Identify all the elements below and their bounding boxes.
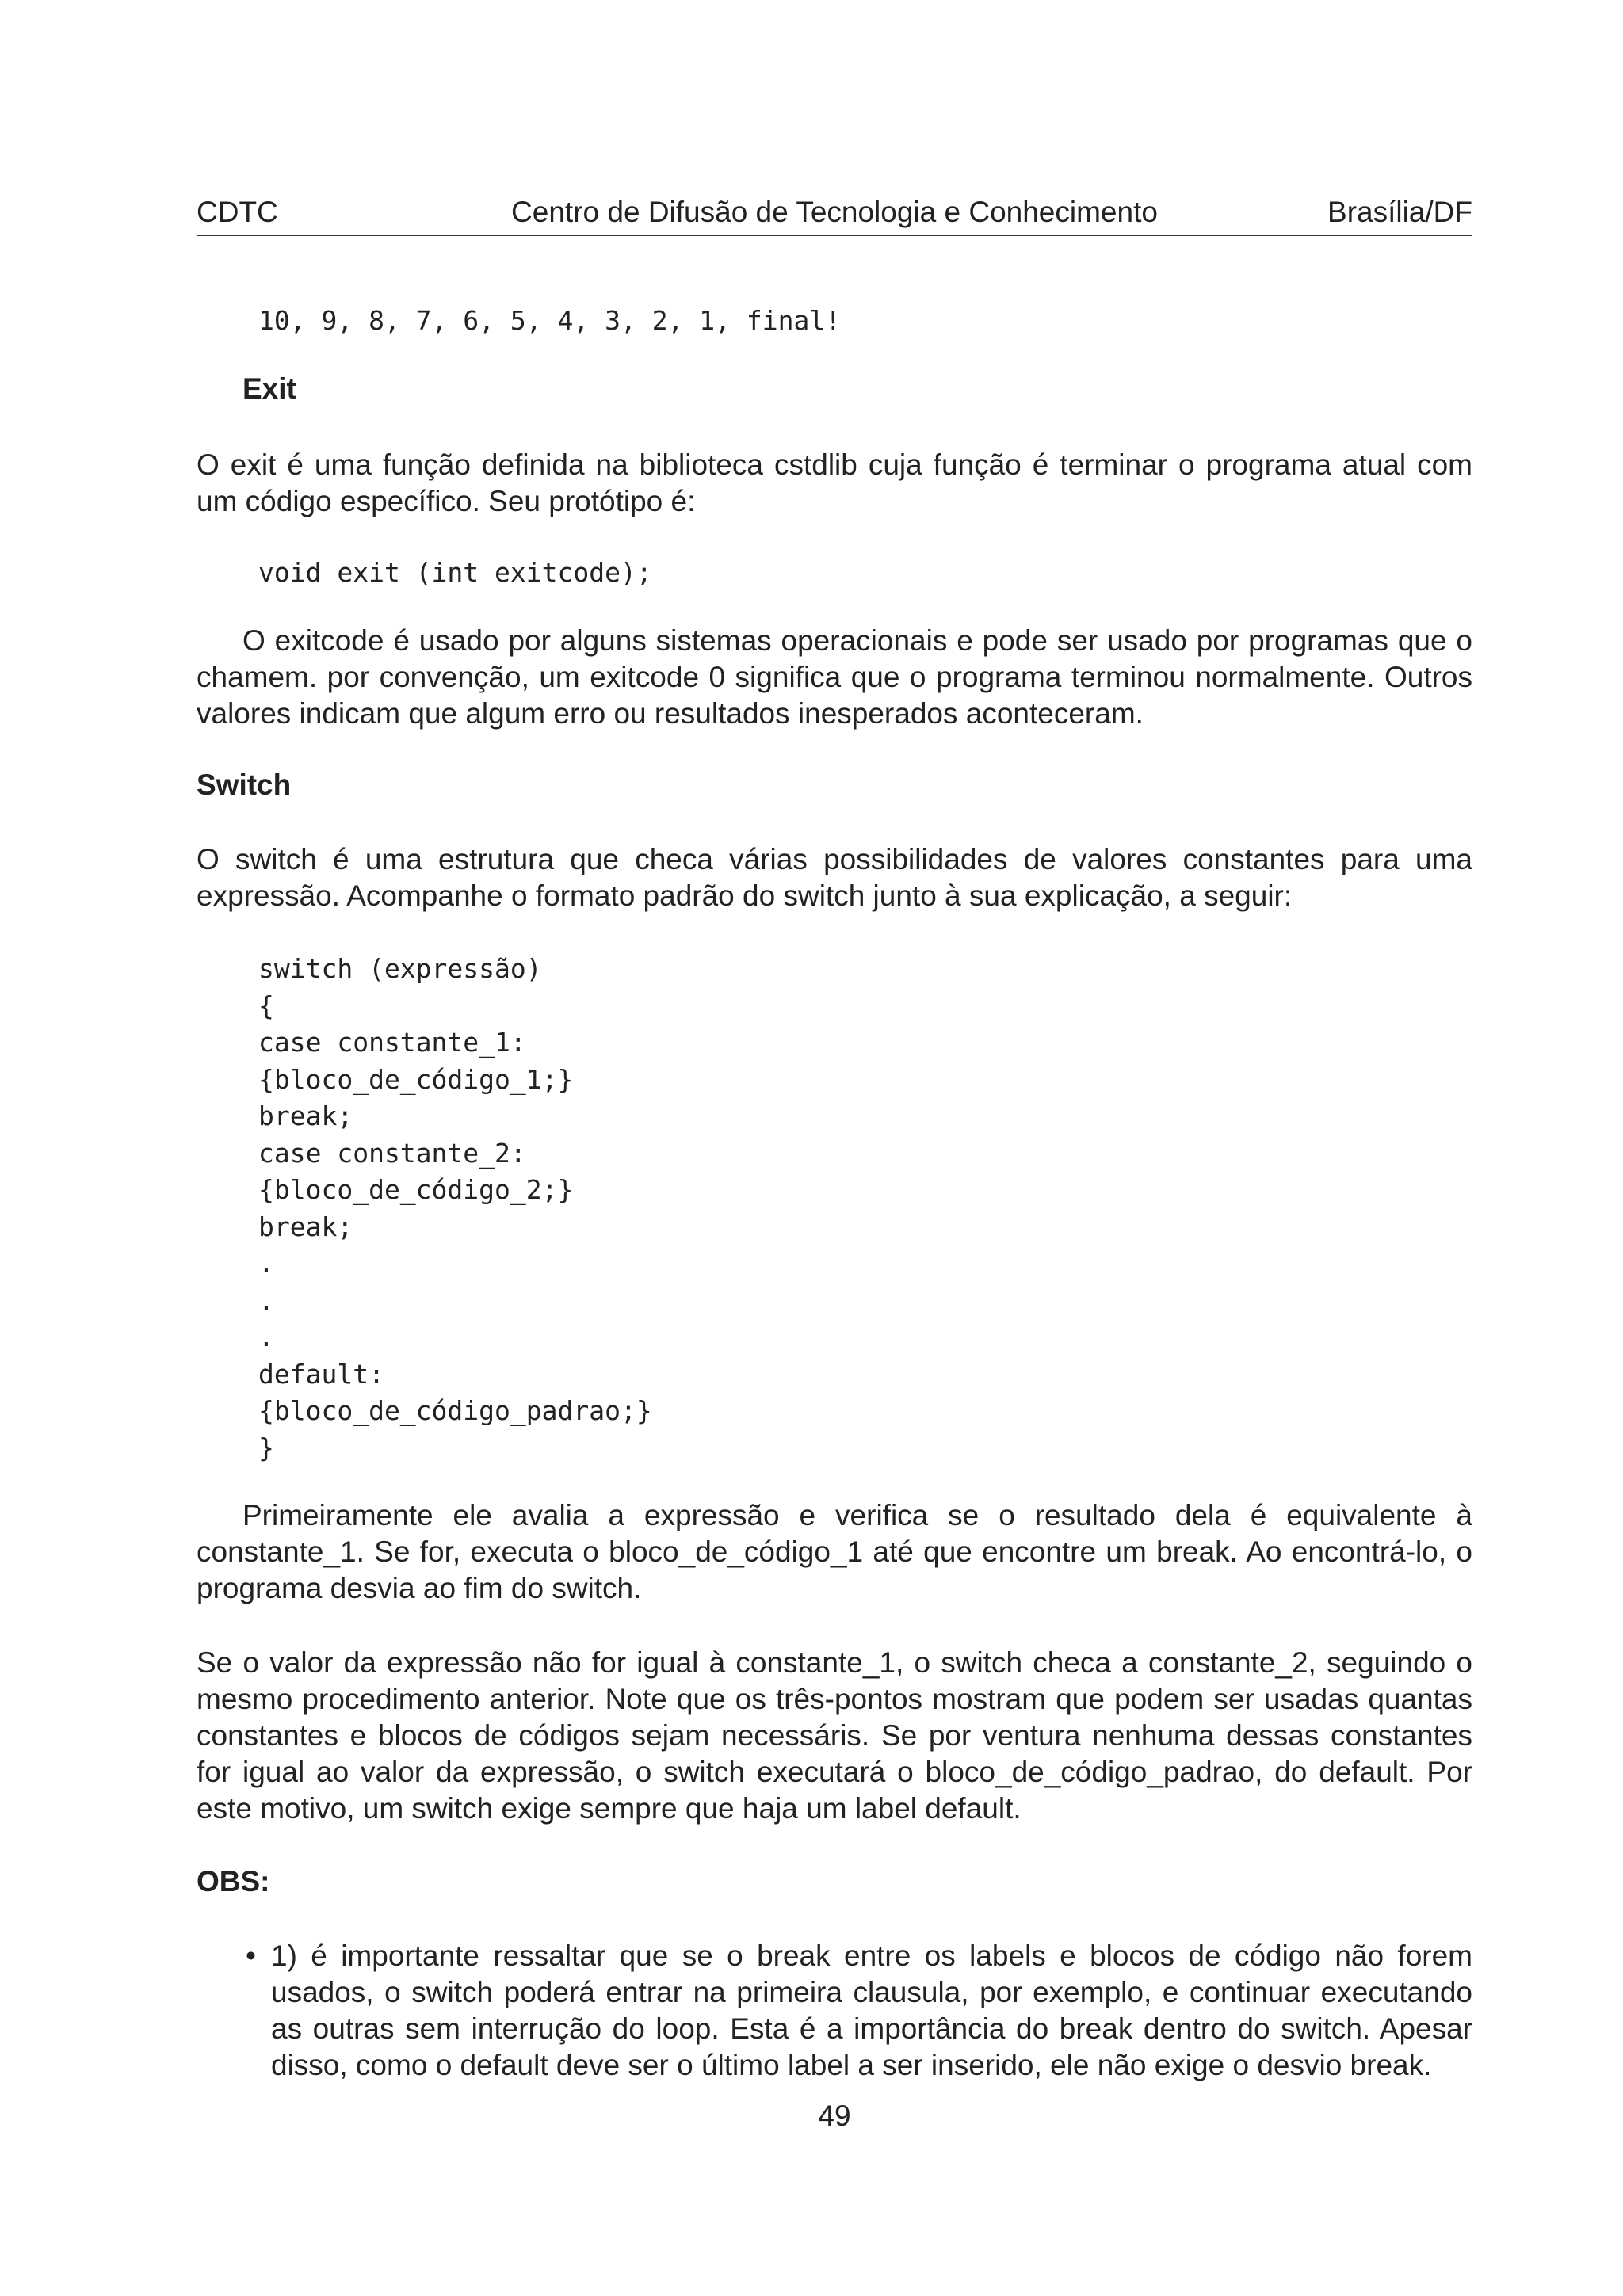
exit-description: O exitcode é usado por alguns sistemas operacionais e pode ser usado por programas que o chamem. por convenção, um exitcode 0 significa que o programa terminou normalmente. Outros valores indicam que algum erro ou resultados inesperados aconteceram. — [197, 624, 1472, 730]
document-page — [197, 0, 1472, 2296]
code-line: break; — [258, 1211, 353, 1242]
page-number: 49 — [818, 2100, 851, 2132]
code-line: case constante_2: — [258, 1137, 526, 1169]
switch-code-block — [258, 951, 652, 1466]
header-left: CDTC — [197, 196, 278, 228]
list-item — [246, 1938, 1472, 2084]
page-header — [197, 190, 1472, 236]
switch-heading: Switch — [197, 769, 292, 801]
bullet-icon: • — [246, 1939, 256, 1972]
switch-intro: O switch é uma estrutura que checa várias possibilidades de valores constantes para uma expressão. Acompanhe o formato padrão do switch junto à sua explicação, a seguir: — [197, 843, 1472, 912]
code-line: break; — [258, 1100, 353, 1131]
exit-prototype: void exit (int exitcode); — [258, 557, 652, 588]
code-line: { — [258, 990, 274, 1021]
switch-paragraph-2: Se o valor da expressão não for igual à constante_1, o switch checa a constante_2, seguindo o mesmo procedimento anterior. Note que os três-pontos mostram que podem ser usadas quantas constantes e blocos de códigos sejam necessáris. Se por ventura nenhuma dessas constantes for igual ao valor da expressão, o switch executará o bloco_de_código_padrao, do default. Por este motivo, um switch exige sempre que haja um label default. — [197, 1646, 1472, 1825]
switch-paragraph-1: Primeiramente ele avalia a expressão e verifica se o resultado dela é equivalente à constante_1. Se for, executa o bloco_de_código_1 até que encontre um break. Ao encontrá-lo, o programa desvia ao fim do switch. — [197, 1499, 1472, 1604]
code-line: . — [258, 1248, 274, 1279]
code-line: {bloco_de_código_padrao;} — [258, 1395, 652, 1426]
code-line: {bloco_de_código_2;} — [258, 1174, 574, 1205]
code-line: } — [258, 1432, 274, 1463]
obs-item-text: 1) é importante ressaltar que se o break entre os labels e blocos de código não forem usados, o switch poderá entrar na primeira clausula, por exemplo, e continuar executando as outras sem interrução do loop. Esta é a importância do break dentro do switch. Apesar disso, como o default deve ser o último label a ser inserido, ele não exige o desvio break. — [271, 1939, 1472, 2081]
code-line: . — [258, 1322, 274, 1352]
code-line: default: — [258, 1358, 384, 1390]
header-center: Centro de Difusão de Tecnologia e Conhecimento — [511, 196, 1158, 228]
obs-heading: OBS: — [197, 1865, 270, 1897]
code-line: switch (expressão) — [258, 953, 542, 984]
countdown-output: 10, 9, 8, 7, 6, 5, 4, 3, 2, 1, final! — [258, 305, 842, 336]
exit-heading: Exit — [242, 372, 296, 405]
obs-list — [246, 1938, 1472, 2084]
code-line: case constante_1: — [258, 1027, 526, 1058]
code-line: . — [258, 1284, 274, 1316]
code-line: {bloco_de_código_1;} — [258, 1063, 574, 1095]
exit-intro: O exit é uma função definida na biblioteca cstdlib cuja função é terminar o programa atual com um código específico. Seu protótipo é: — [197, 448, 1472, 517]
header-right: Brasília/DF — [1327, 196, 1472, 228]
